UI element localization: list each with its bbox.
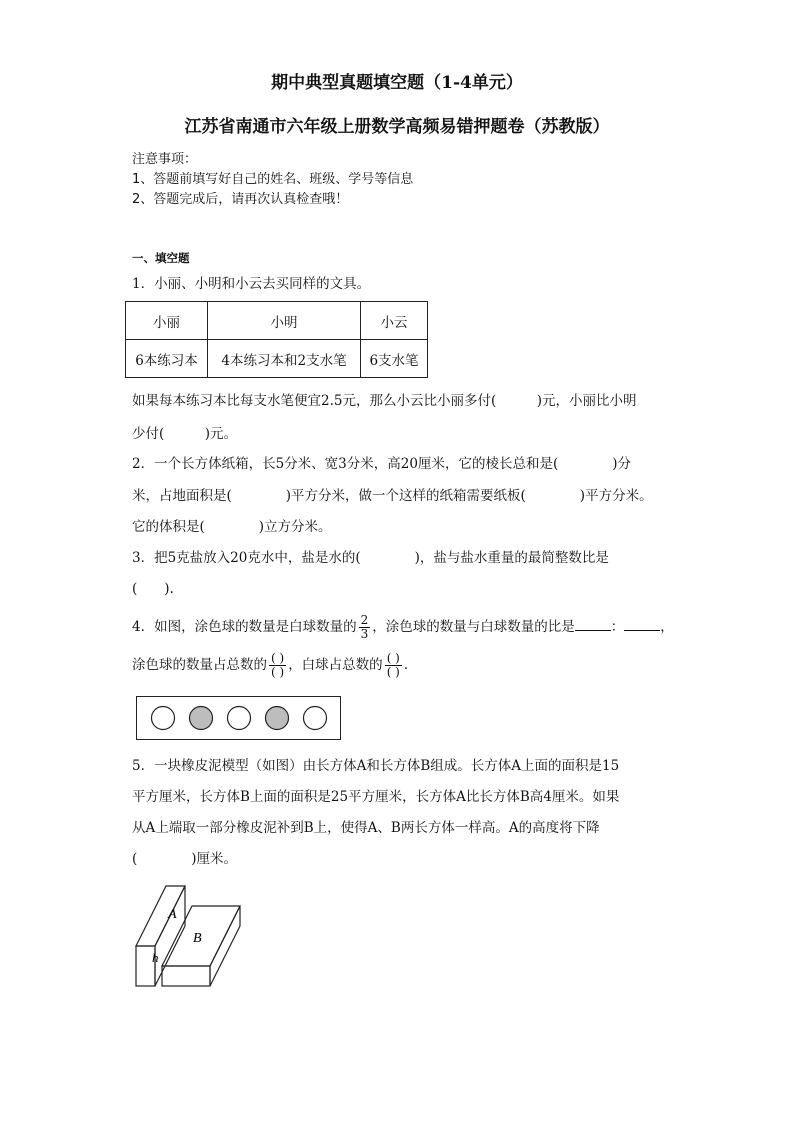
q4-text-e: ，白球占总数的 [288,657,383,673]
fraction-two-thirds [359,614,371,641]
q4-line-1 [132,614,674,641]
white-ball [152,707,175,730]
shaded-ball [190,707,213,730]
fraction-denominator-blank: ( ) [386,665,400,679]
fraction-denominator-blank: ( ) [271,665,285,679]
notes-item-1: 1、答题前填写好自己的姓名、班级、学号等信息 [132,172,414,187]
fraction-blank-shaded[interactable] [269,652,286,679]
answer-blank[interactable] [624,618,660,631]
section-title: 一、填空题 [132,251,190,265]
q1-line-2: 如果每本练习本比每支水笔便宜2.5元，那么小云比小丽多付( )元，小丽比小明 [132,393,637,409]
cuboid-a-side [155,886,185,986]
q5-line-4: ( )厘米。 [132,851,238,867]
table-row [126,302,428,340]
page-title: 期中典型真题填空题（1-4单元） [271,73,523,93]
q4-line-2 [132,652,417,679]
ratio-colon: ： [610,619,625,635]
cuboid-a-top [136,886,185,946]
q4-text-d: 涂色球的数量占总数的 [132,657,267,673]
label-h: h [152,950,159,965]
q3-line-1: 3．把5克盐放入20克水中，盐是水的( )，盐与盐水重量的最简整数比是 [132,550,609,566]
fraction-numerator-blank: ( ) [386,651,400,665]
q1-table [125,301,428,378]
q5-line-3: 从A上端取一部分橡皮泥补到B上，使得A、B两长方体一样高。A的高度将下降 [132,820,600,836]
fraction-numerator: 2 [360,613,369,627]
notes-item-2: 2、答题完成后，请再次认真检查哦！ [132,192,349,207]
q5-line-2: 平方厘米，长方体B上面的面积是25平方厘米，长方体A比长方体B高4厘米。如果 [132,789,620,805]
q4-text-b: ，涂色球的数量与白球数量的比是 [372,619,575,635]
q4-text-a: 4．如图，涂色球的数量是白球数量的 [132,619,357,635]
cuboid-figure [130,880,260,992]
page-subtitle: 江苏省南通市六年级上册数学高频易错押题卷（苏教版） [184,117,610,137]
balls-svg [137,697,340,739]
fraction-denominator: 3 [360,627,369,641]
table-row [126,340,428,378]
cuboid-b-side [210,906,240,986]
q1-stem: 1．小丽、小明和小云去买同样的文具。 [132,276,371,292]
shaded-ball [266,707,289,730]
table-cell: 6支水笔 [361,340,428,378]
q2-line-3: 它的体积是( )立方分米。 [132,519,332,535]
fraction-numerator-blank: ( ) [271,651,285,665]
answer-blank[interactable] [575,618,611,631]
q1-line-3: 少付( )元。 [132,426,238,442]
table-header-cell: 小丽 [126,302,208,340]
cuboid-b-front [162,966,210,986]
table-header-cell: 小云 [361,302,428,340]
q2-line-1: 2．一个长方体纸箱，长5分米、宽3分米，高20厘米，它的棱长总和是( )分 [132,456,631,472]
table-cell: 4本练习本和2支水笔 [208,340,361,378]
label-a: A [168,907,177,922]
white-ball [228,707,251,730]
q3-line-2: ( ). [132,581,174,597]
table-header-cell: 小明 [208,302,361,340]
q4-text-c: ， [660,619,674,635]
balls-figure [136,696,341,740]
notes-heading: 注意事项： [132,152,198,167]
white-ball [304,707,327,730]
q4-text-f: ． [403,657,418,673]
fraction-blank-white[interactable] [385,652,402,679]
q5-line-1: 5．一块橡皮泥模型（如图）由长方体A和长方体B组成。长方体A上面的面积是15 [132,758,620,774]
table-cell: 6本练习本 [126,340,208,378]
label-b: B [193,931,202,946]
q2-line-2: 米，占地面积是( )平方分米，做一个这样的纸箱需要纸板( )平方分米。 [132,488,653,504]
